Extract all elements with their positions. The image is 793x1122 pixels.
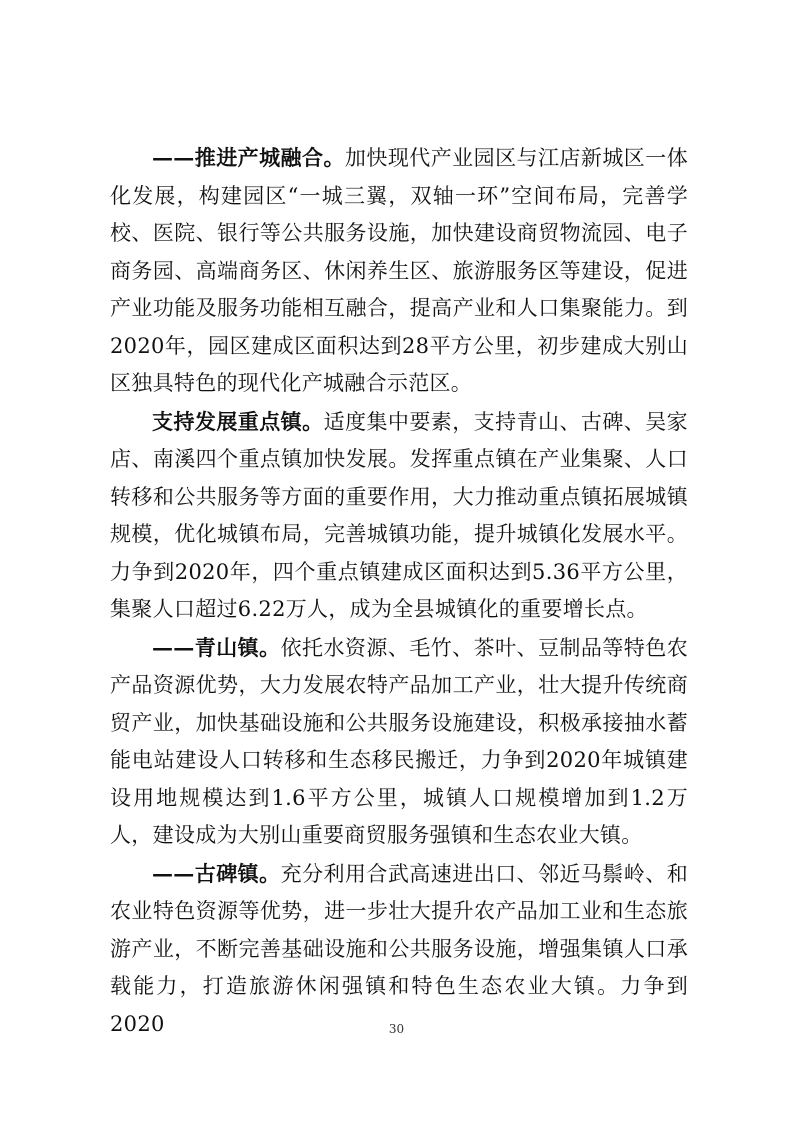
paragraph-text: 依托水资源、毛竹、茶叶、豆制品等特色农产品资源优势，大力发展农特产品加工产业，壮大提升传统商贸产业，加快基础设施和公共服务设施建设，积极承接抽水蓄能电站建设人口转移和生态移民搬迁，力争到2020年城镇建设用地规模达到1.6平方公里，城镇人口规模增加到1.2万人，建设成为大别山重要商贸服务强镇和生态农业大镇。 <box>110 635 688 847</box>
paragraph-heading: ——青山镇。 <box>152 634 281 660</box>
paragraph-key-towns <box>110 403 688 629</box>
paragraph-text: 加快现代产业园区与江店新城区一体化发展，构建园区“一城三翼，双轴一环”空间布局，完善学校、医院、银行等公共服务设施，加快建设商贸物流园、电子商务园、高端商务区、休闲养生区、旅游服务区等建设，促进产业功能及服务功能相互融合，提高产业和人口集聚能力。到2020年，园区建成区面积达到28平方公里，初步建成大别山区独具特色的现代化产城融合示范区。 <box>110 146 688 395</box>
paragraph-text: 适度集中要素，支持青山、古碑、吴家店、南溪四个重点镇加快发展。发挥重点镇在产业集聚、人口转移和公共服务等方面的重要作用，大力推动重点镇拓展城镇规模，优化城镇布局，完善城镇功能，提升城镇化发展水平。力争到2020年，四个重点镇建成区面积达到5.36平方公里，集聚人口超过6.22万人，成为全县城镇化的重要增长点。 <box>110 409 688 621</box>
document-body <box>110 139 688 1043</box>
page-number: 30 <box>388 1022 405 1036</box>
paragraph-heading: ——古碑镇。 <box>152 860 281 886</box>
paragraph-heading: ——推进产城融合。 <box>152 145 345 170</box>
paragraph-text: 充分利用合武高速进出口、邻近马鬃岭、和农业特色资源等优势，进一步壮大提升农产品加工业和生态旅游产业，不断完善基础设施和公共服务设施，增强集镇人口承载能力，打造旅游休闲强镇和特色生态农业大镇。力争到2020 <box>110 861 688 1036</box>
paragraph-heading: 支持发展重点镇。 <box>152 408 324 434</box>
paragraph-industry-city-integration <box>110 139 688 403</box>
paragraph-qingshan-town <box>110 629 688 855</box>
paragraph-gubei-town <box>110 855 688 1044</box>
